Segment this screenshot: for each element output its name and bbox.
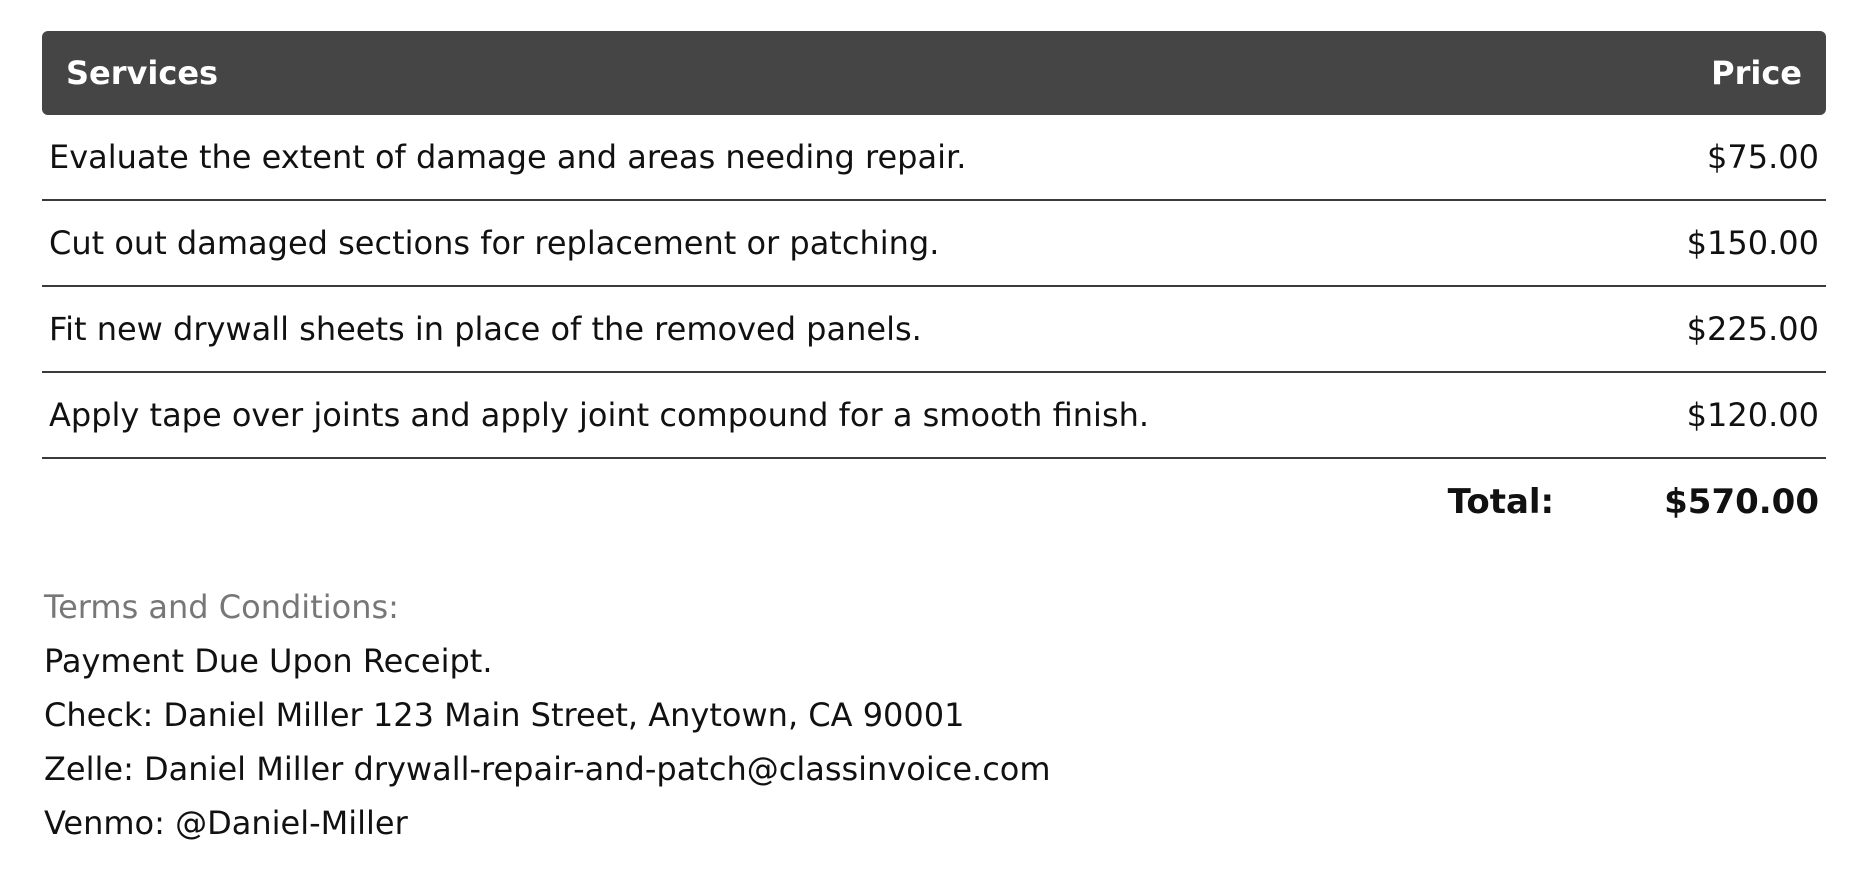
table-row bbox=[42, 373, 1826, 459]
service-description: Apply tape over joints and apply joint compound for a smooth finish. bbox=[49, 396, 1150, 434]
services-table bbox=[42, 31, 1826, 545]
total-row bbox=[42, 459, 1826, 545]
table-row bbox=[42, 201, 1826, 287]
terms-title: Terms and Conditions: bbox=[44, 588, 399, 626]
table-row bbox=[42, 115, 1826, 201]
terms-check: Check: Daniel Miller 123 Main Street, Anytown, CA 90001 bbox=[44, 696, 965, 734]
service-description: Cut out damaged sections for replacement or patching. bbox=[49, 224, 940, 262]
service-price: $150.00 bbox=[1686, 224, 1819, 262]
total-label: Total: bbox=[1447, 482, 1555, 522]
service-description: Evaluate the extent of damage and areas needing repair. bbox=[49, 138, 967, 176]
price-column-header: Price bbox=[1711, 54, 1802, 92]
terms-venmo: Venmo: @Daniel-Miller bbox=[44, 804, 408, 842]
terms-section bbox=[44, 580, 1051, 850]
terms-payment-due: Payment Due Upon Receipt. bbox=[44, 642, 493, 680]
terms-zelle: Zelle: Daniel Miller drywall-repair-and-patch@classinvoice.com bbox=[44, 750, 1051, 788]
service-price: $75.00 bbox=[1707, 138, 1819, 176]
services-column-header: Services bbox=[66, 54, 219, 92]
total-value: $570.00 bbox=[1664, 482, 1819, 522]
table-row bbox=[42, 287, 1826, 373]
service-price: $120.00 bbox=[1686, 396, 1819, 434]
table-header bbox=[42, 31, 1826, 115]
service-price: $225.00 bbox=[1686, 310, 1819, 348]
service-description: Fit new drywall sheets in place of the removed panels. bbox=[49, 310, 922, 348]
